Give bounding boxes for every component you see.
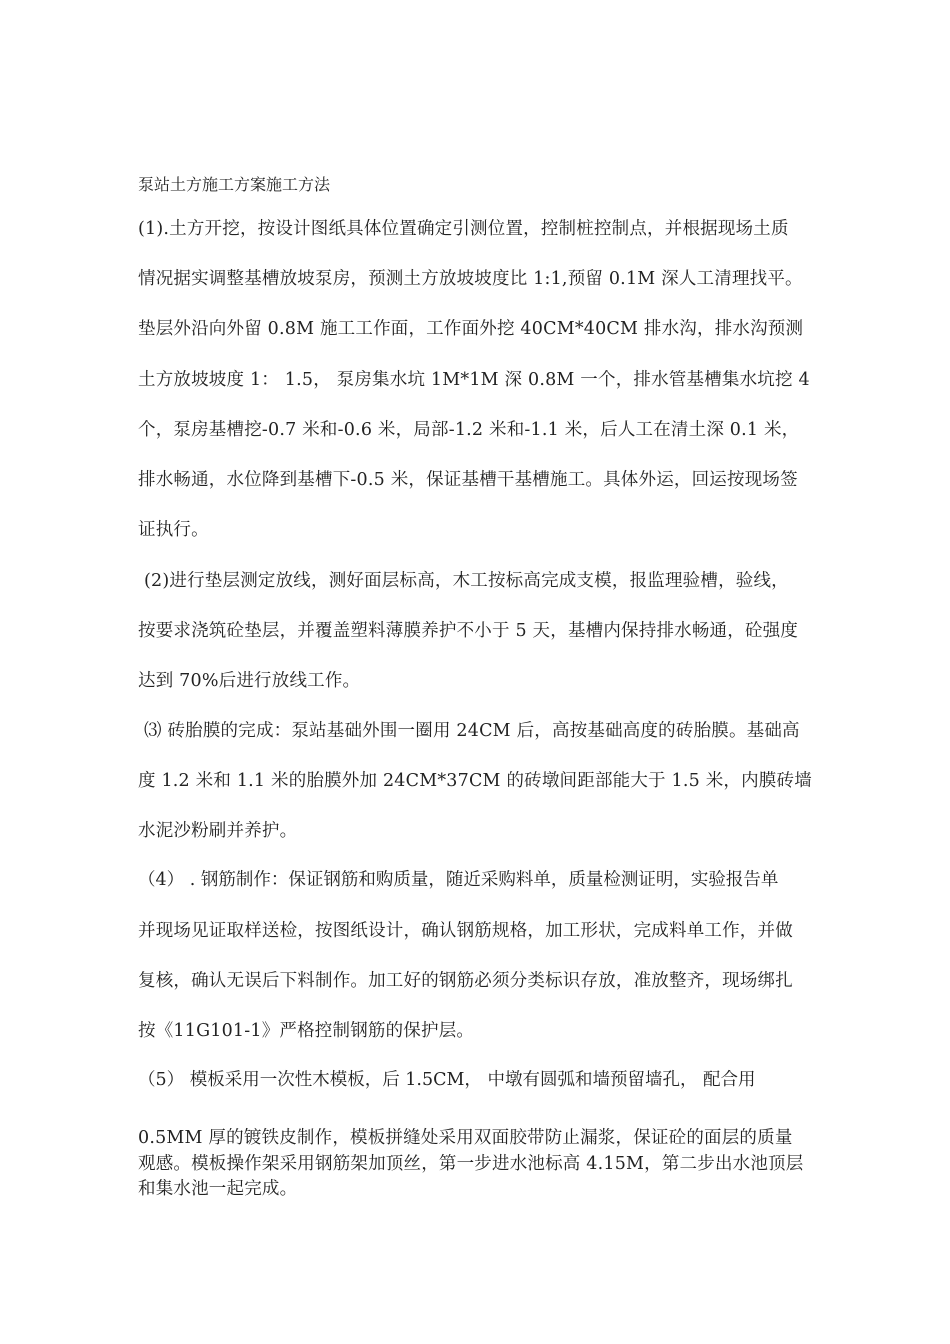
paragraph-1-line-2: 情况据实调整基槽放坡泵房，预测土方放坡坡度比 1:1,预留 0.1M 深人工清理找平。 [138,269,803,289]
paragraph-1-line-1: (1).土方开挖，按设计图纸具体位置确定引测位置，控制桩控制点，并根据现场土质 [138,219,789,239]
paragraph-5-line-1: （5） 模板采用一次性木模板，后 1.5CM， 中墩有圆弧和墙预留墙孔， 配合用 [138,1070,756,1090]
paragraph-3-line-2: 度 1.2 米和 1.1 米的胎膜外加 24CM*37CM 的砖墩间距部能大于 1.5 米，内膜砖墙 [138,771,812,791]
paragraph-2-line-3: 达到 70%后进行放线工作。 [138,671,361,691]
paragraph-4-line-4: 按《11G101-1》严格控制钢筋的保护层。 [138,1021,475,1041]
paragraph-5-line-4: 和集水池一起完成。 [138,1179,298,1199]
paragraph-3-line-3: 水泥沙粉刷并养护。 [138,821,298,841]
paragraph-4-line-2: 并现场见证取样送检，按图纸设计，确认钢筋规格，加工形状，完成料单工作，并做 [138,921,793,941]
paragraph-4-line-3: 复核，确认无误后下料制作。加工好的钢筋必须分类标识存放，准放整齐，现场绑扎 [138,971,793,991]
paragraph-3-line-1: ⑶ 砖胎膜的完成：泵站基础外围一圈用 24CM 后，高按基础高度的砖胎膜。基础高 [144,721,800,741]
document-title: 泵站土方施工方案施工方法 [138,175,331,194]
paragraph-1-line-5: 个，泵房基槽挖-0.7 米和-0.6 米，局部-1.2 米和-1.1 米，后人工在清土深 0.1 米， [138,420,800,440]
paragraph-1-line-7: 证执行。 [138,520,209,540]
paragraph-4-line-1: （4） . 钢筋制作：保证钢筋和购质量，随近采购料单，质量检测证明，实验报告单 [138,870,779,890]
paragraph-5-line-2: 0.5MM 厚的镀铁皮制作，模板拼缝处采用双面胶带防止漏浆，保证砼的面层的质量 [138,1128,793,1148]
paragraph-2-line-1: (2)进行垫层测定放线，测好面层标高，木工按标高完成支模，报监理验槽，验线， [144,571,789,591]
paragraph-1-line-6: 排水畅通，水位降到基槽下-0.5 米，保证基槽干基槽施工。具体外运，回运按现场签 [138,470,798,490]
paragraph-1-line-4: 土方放坡坡度 1： 1.5， 泵房集水坑 1M*1M 深 0.8M 一个，排水管基槽集水坑挖 4 [138,370,810,390]
paragraph-1-line-3: 垫层外沿向外留 0.8M 施工工作面，工作面外挖 40CM*40CM 排水沟，排水沟预测 [138,319,804,339]
paragraph-5-line-3: 观感。模板操作架采用钢筋架加顶丝，第一步进水池标高 4.15M，第二步出水池顶层 [138,1154,804,1174]
paragraph-2-line-2: 按要求浇筑砼垫层，并覆盖塑料薄膜养护不小于 5 天，基槽内保持排水畅通，砼强度 [138,621,799,641]
